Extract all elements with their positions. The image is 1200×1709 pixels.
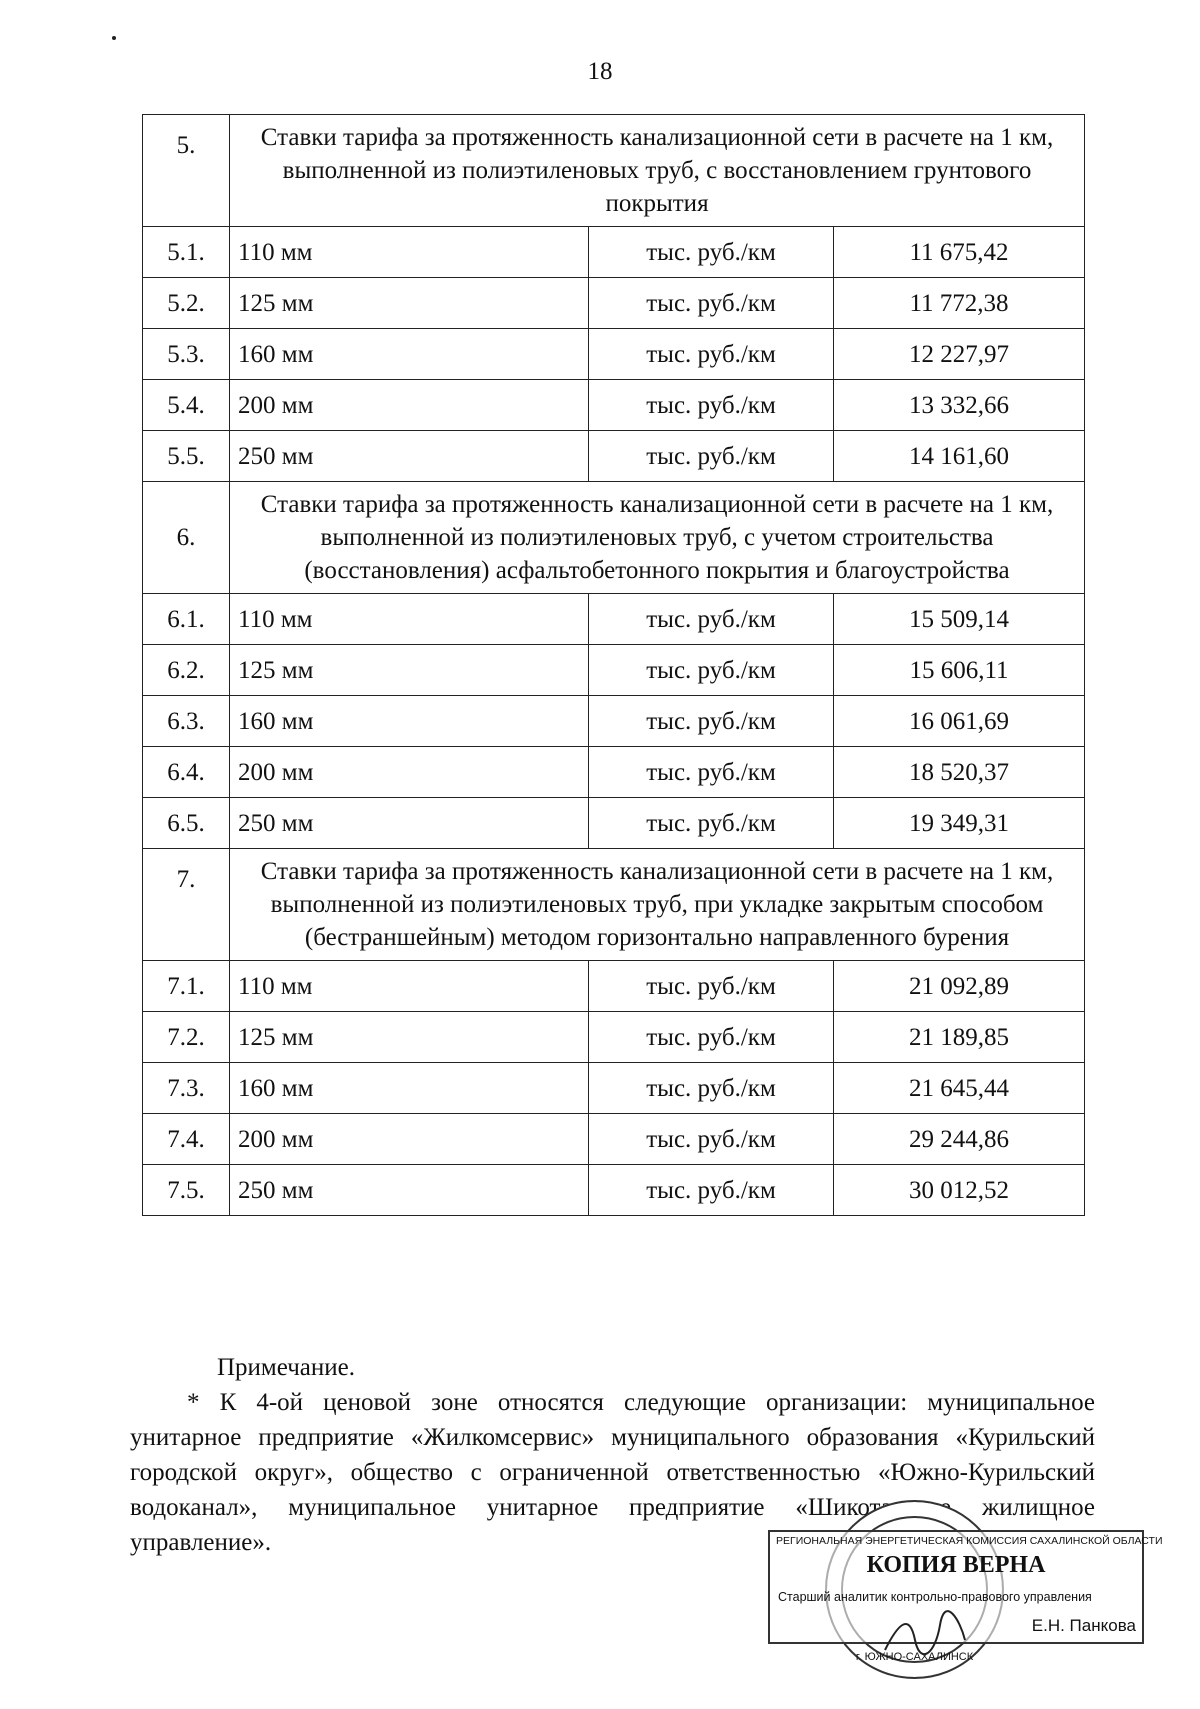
- pipe-diameter: 200 мм: [230, 380, 589, 431]
- table-row: [143, 1165, 1085, 1216]
- tariff-table: [142, 114, 1085, 1216]
- tariff-value: 15 606,11: [834, 645, 1085, 696]
- note-title: Примечание.: [217, 1354, 356, 1381]
- tariff-value: 18 520,37: [834, 747, 1085, 798]
- pipe-diameter: 125 мм: [230, 645, 589, 696]
- row-number: 7.4.: [143, 1114, 230, 1165]
- row-number: 6.1.: [143, 594, 230, 645]
- section-title: Ставки тарифа за протяженность канализационной сети в расчете на 1 км, выполненной из полиэтиленовых труб, с учетом строительства (восстановления) асфальтобетонного покрытия и благоустройства: [230, 482, 1085, 594]
- table-row: [143, 798, 1085, 849]
- pipe-diameter: 160 мм: [230, 329, 589, 380]
- row-number: 6.3.: [143, 696, 230, 747]
- pipe-diameter: 125 мм: [230, 278, 589, 329]
- tariff-value: 21 092,89: [834, 961, 1085, 1012]
- pipe-diameter: 250 мм: [230, 431, 589, 482]
- tariff-value: 13 332,66: [834, 380, 1085, 431]
- unit-cell: тыс. руб./км: [589, 1012, 834, 1063]
- table-row: [143, 227, 1085, 278]
- pipe-diameter: 250 мм: [230, 798, 589, 849]
- seal-text: г. ЮЖНО-САХАЛИНСК: [855, 1651, 974, 1663]
- table-row: [143, 1012, 1085, 1063]
- unit-cell: тыс. руб./км: [589, 696, 834, 747]
- unit-cell: тыс. руб./км: [589, 1165, 834, 1216]
- table-row: [143, 961, 1085, 1012]
- table-row: [143, 594, 1085, 645]
- page-number: 18: [587, 58, 613, 85]
- row-number: 7.2.: [143, 1012, 230, 1063]
- tariff-value: 11 675,42: [834, 227, 1085, 278]
- row-number: 5.2.: [143, 278, 230, 329]
- section-header-row: [143, 849, 1085, 961]
- unit-cell: тыс. руб./км: [589, 329, 834, 380]
- section-header-row: [143, 482, 1085, 594]
- stamp-position: Старший аналитик контрольно-правового управления: [778, 1590, 1092, 1604]
- unit-cell: тыс. руб./км: [589, 1063, 834, 1114]
- pipe-diameter: 160 мм: [230, 1063, 589, 1114]
- pipe-diameter: 110 мм: [230, 227, 589, 278]
- row-number: 5.4.: [143, 380, 230, 431]
- table-row: [143, 1114, 1085, 1165]
- stamp-heading: КОПИЯ ВЕРНА: [866, 1552, 1046, 1578]
- row-number: 5.1.: [143, 227, 230, 278]
- tariff-value: 12 227,97: [834, 329, 1085, 380]
- row-number: 7.3.: [143, 1063, 230, 1114]
- section-title: Ставки тарифа за протяженность канализационной сети в расчете на 1 км, выполненной из полиэтиленовых труб, с восстановлением грунтового покрытия: [230, 115, 1085, 227]
- tariff-value: 11 772,38: [834, 278, 1085, 329]
- pipe-diameter: 200 мм: [230, 1114, 589, 1165]
- tariff-value: 21 645,44: [834, 1063, 1085, 1114]
- row-number: 5.5.: [143, 431, 230, 482]
- section-number: 5.: [143, 115, 230, 227]
- table-row: [143, 329, 1085, 380]
- unit-cell: тыс. руб./км: [589, 645, 834, 696]
- section-header-row: [143, 115, 1085, 227]
- row-number: 6.5.: [143, 798, 230, 849]
- pipe-diameter: 160 мм: [230, 696, 589, 747]
- unit-cell: тыс. руб./км: [589, 431, 834, 482]
- table-row: [143, 645, 1085, 696]
- tariff-value: 21 189,85: [834, 1012, 1085, 1063]
- table-row: [143, 278, 1085, 329]
- pipe-diameter: 110 мм: [230, 594, 589, 645]
- unit-cell: тыс. руб./км: [589, 798, 834, 849]
- pipe-diameter: 200 мм: [230, 747, 589, 798]
- unit-cell: тыс. руб./км: [589, 278, 834, 329]
- table-row: [143, 380, 1085, 431]
- unit-cell: тыс. руб./км: [589, 227, 834, 278]
- table-row: [143, 1063, 1085, 1114]
- row-number: 6.2.: [143, 645, 230, 696]
- row-number: 6.4.: [143, 747, 230, 798]
- table-row: [143, 747, 1085, 798]
- tariff-value: 14 161,60: [834, 431, 1085, 482]
- stamp-signer: Е.Н. Панкова: [1031, 1616, 1136, 1635]
- tariff-value: 30 012,52: [834, 1165, 1085, 1216]
- section-title: Ставки тарифа за протяженность канализационной сети в расчете на 1 км, выполненной из полиэтиленовых труб, при укладке закрытым способом (бестраншейным) методом горизонтально направленного бурения: [230, 849, 1085, 961]
- table-row: [143, 696, 1085, 747]
- pipe-diameter: 250 мм: [230, 1165, 589, 1216]
- pipe-diameter: 125 мм: [230, 1012, 589, 1063]
- unit-cell: тыс. руб./км: [589, 961, 834, 1012]
- signature: [880, 1610, 970, 1660]
- section-number: 6.: [143, 482, 230, 594]
- unit-cell: тыс. руб./км: [589, 594, 834, 645]
- table-row: [143, 431, 1085, 482]
- section-number: 7.: [143, 849, 230, 961]
- tariff-value: 19 349,31: [834, 798, 1085, 849]
- unit-cell: тыс. руб./км: [589, 747, 834, 798]
- note-body: * К 4-ой ценовой зоне относятся следующие организации: муниципальное унитарное предприятие «Жилкомсервис» муниципального образования «Курильский городской округ», общество с ограниченной ответственностью «Южно-Курильский водоканал», муниципальное унитарное предприятие «Шикотанское жилищное управление».: [130, 1389, 1095, 1556]
- row-number: 5.3.: [143, 329, 230, 380]
- stamp-organization: РЕГИОНАЛЬНАЯ ЭНЕРГЕТИЧЕСКАЯ КОМИССИЯ САХАЛИНСКОЙ ОБЛАСТИ: [776, 1535, 1163, 1547]
- pipe-diameter: 110 мм: [230, 961, 589, 1012]
- unit-cell: тыс. руб./км: [589, 380, 834, 431]
- tariff-value: 29 244,86: [834, 1114, 1085, 1165]
- scan-speck: [112, 36, 116, 40]
- unit-cell: тыс. руб./км: [589, 1114, 834, 1165]
- row-number: 7.5.: [143, 1165, 230, 1216]
- tariff-value: 16 061,69: [834, 696, 1085, 747]
- row-number: 7.1.: [143, 961, 230, 1012]
- tariff-value: 15 509,14: [834, 594, 1085, 645]
